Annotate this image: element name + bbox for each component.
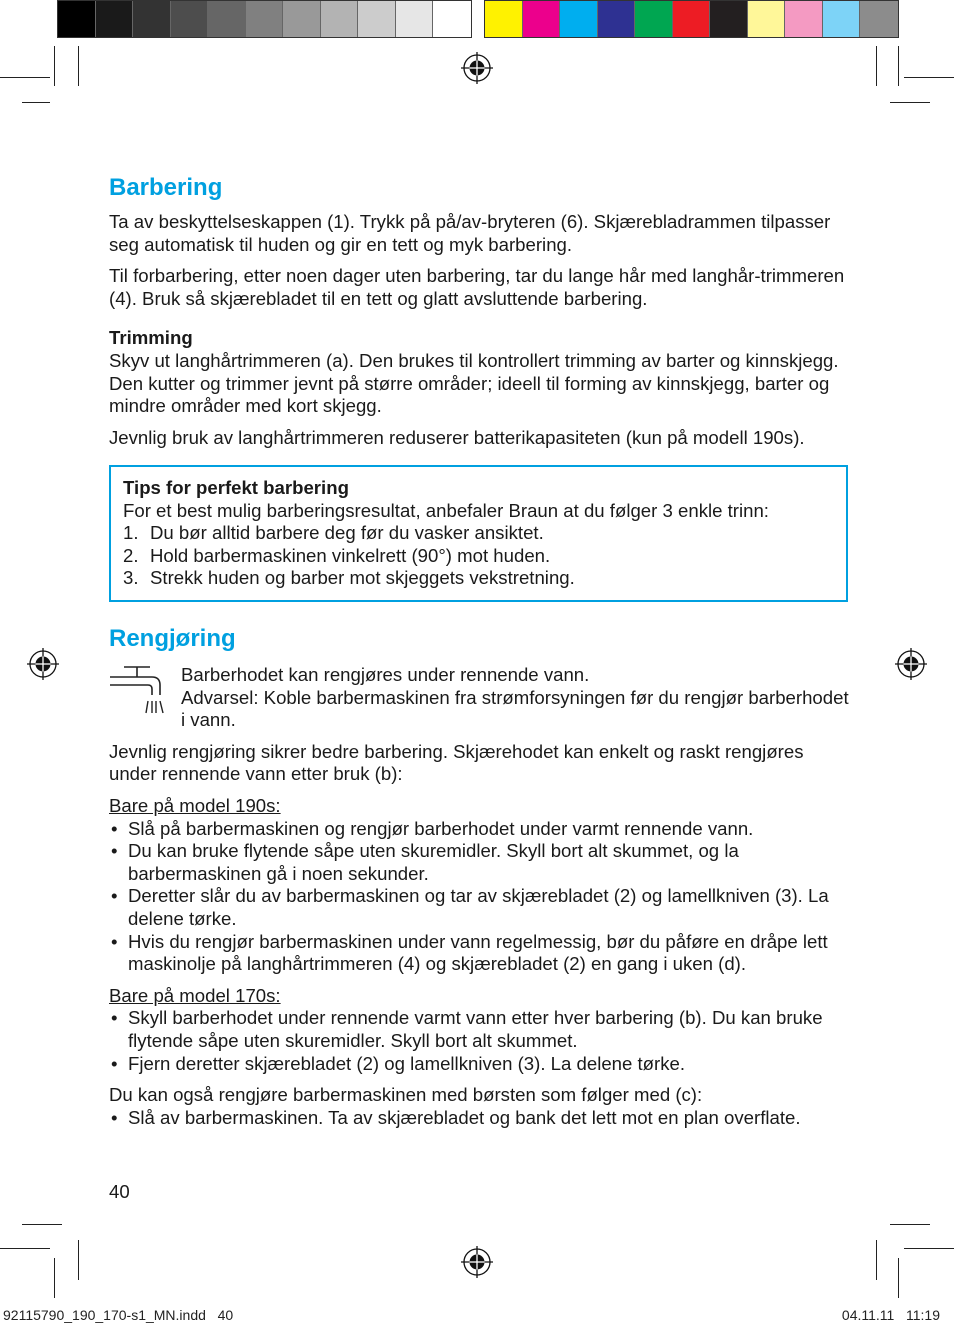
section-heading-rengjoring: Rengjøring — [109, 625, 236, 652]
crop-mark — [22, 1224, 62, 1225]
page-number: 40 — [109, 1181, 130, 1202]
crop-mark — [78, 46, 79, 86]
crop-mark — [0, 77, 50, 78]
tips-intro: For et best mulig barberingsresultat, anbefaler Braun at du følger 3 enkle trinn: — [123, 499, 769, 521]
list-item: • Slå av barbermaskinen. Ta av skjærebladet og bank det lett mot en plan overflate. — [109, 1107, 849, 1130]
color-swatch — [710, 1, 748, 37]
registration-mark-icon — [461, 1246, 493, 1278]
color-swatch — [598, 1, 636, 37]
crop-mark — [904, 77, 954, 78]
registration-mark-icon — [461, 52, 493, 84]
trimming-paragraph: Skyv ut langhårtrimmeren (a). Den brukes til kontrollert trimming av barter og kinnskjegg. Den kutter og trimmer jevnt på større områder; ideell til forming av kinnskjegg, barter og mindre områder med kort skjegg. — [109, 349, 839, 417]
barbering-paragraph-2: Til forbarbering, etter noen dager uten barbering, tar du lange hår med langhår-trimmeren (4). Bruk så skjærebladet til en tett og glatt avsluttende barbering. — [109, 265, 845, 309]
step-number: 1. — [123, 522, 139, 544]
crop-mark — [904, 1248, 954, 1249]
rengjoring-section — [109, 625, 849, 1129]
registration-mark-icon — [27, 648, 59, 680]
crop-mark — [54, 1258, 55, 1298]
tips-steps-list — [123, 522, 834, 590]
list-item — [123, 567, 834, 590]
crop-mark — [890, 1224, 930, 1225]
grayscale-color-bar — [57, 0, 472, 38]
list-item — [123, 545, 834, 568]
step-text: Strekk huden og barber mot skjeggets vekstretning. — [150, 567, 575, 589]
crop-mark — [22, 102, 50, 103]
color-swatch — [823, 1, 861, 37]
water-notice-line-1: Barberhodet kan rengjøres under rennende vann. — [181, 664, 590, 685]
step-text: Hold barbermaskinen vinkelrett (90°) mot huden. — [150, 544, 551, 566]
color-swatch — [96, 1, 134, 37]
footer-filename: 92115790_190_170-s1_MN.indd 40 — [3, 1307, 234, 1323]
barbering-paragraph-1: Ta av beskyttelseskappen (1). Trykk på på/av-bryteren (6). Skjærebladrammen tilpasser seg automatisk til huden og gir en tett og myk barbering. — [109, 211, 831, 255]
crop-mark — [54, 46, 55, 86]
color-swatch — [673, 1, 711, 37]
model-170-list — [109, 1007, 849, 1075]
water-tap-icon — [108, 659, 168, 719]
color-swatch — [748, 1, 786, 37]
trimming-heading: Trimming — [109, 327, 193, 349]
color-swatch — [560, 1, 598, 37]
step-text: Du bør alltid barbere deg før du vasker ansiktet. — [150, 522, 544, 544]
color-swatch — [283, 1, 321, 37]
tips-heading: Tips for perfekt barbering — [123, 477, 349, 498]
water-notice — [109, 664, 849, 732]
model-190-label: Bare på model 190s: — [109, 794, 281, 816]
barbering-paragraph-3: Jevnlig bruk av langhårtrimmeren reduserer batterikapasiteten (kun på modell 190s). — [109, 426, 805, 448]
section-heading-barbering: Barbering — [109, 174, 223, 201]
color-swatch — [635, 1, 673, 37]
crop-mark — [898, 46, 899, 86]
crop-mark — [0, 1248, 50, 1249]
model-170-label: Bare på model 170s: — [109, 984, 281, 1006]
color-swatch — [171, 1, 209, 37]
color-swatch — [860, 1, 898, 37]
color-swatch — [785, 1, 823, 37]
color-swatch — [358, 1, 396, 37]
step-number: 3. — [123, 567, 139, 589]
color-swatch — [321, 1, 359, 37]
list-item: • Hvis du rengjør barbermaskinen under vann regelmessig, bør du påføre en dråpe lett maskinolje på langhårtrimmeren (4) og skjærebladet (2) en gang i uken (d). — [109, 931, 849, 976]
crop-mark — [876, 46, 877, 86]
tips-box — [109, 465, 848, 602]
crop-mark — [890, 102, 930, 103]
color-swatch — [58, 1, 96, 37]
process-color-bar — [484, 0, 899, 38]
crop-mark — [78, 1240, 79, 1280]
brush-list — [109, 1107, 849, 1130]
list-item — [123, 522, 834, 545]
registration-mark-icon — [895, 648, 927, 680]
barbering-section — [109, 174, 849, 449]
color-swatch — [433, 1, 471, 37]
step-number: 2. — [123, 544, 139, 566]
color-swatch — [523, 1, 561, 37]
color-swatch — [133, 1, 171, 37]
list-item: • Du kan bruke flytende såpe uten skuremidler. Skyll bort alt skummet, og la barbermaskinen gå i noen sekunder. — [109, 840, 849, 885]
crop-mark — [876, 1240, 877, 1280]
color-swatch — [246, 1, 284, 37]
list-item: • Deretter slår du av barbermaskinen og tar av skjærebladet (2) og lamellkniven (3). La delene tørke. — [109, 885, 849, 930]
color-swatch — [485, 1, 523, 37]
crop-mark — [898, 1258, 899, 1298]
color-swatch — [208, 1, 246, 37]
water-notice-warning: Advarsel: Koble barbermaskinen fra strømforsyningen før du rengjør barberhodet i vann. — [181, 686, 849, 731]
list-item: • Slå på barbermaskinen og rengjør barberhodet under varmt rennende vann. — [109, 818, 849, 841]
rengjoring-paragraph-1: Jevnlig rengjøring sikrer bedre barbering. Skjærehodet kan enkelt og raskt rengjøres under rennende vann etter bruk (b): — [109, 740, 804, 785]
footer-timestamp: 04.11.11 11:19 — [841, 1307, 940, 1323]
model-190-list — [109, 818, 849, 976]
list-item: • Fjern deretter skjærebladet (2) og lamellkniven (3). La delene tørke. — [109, 1053, 849, 1076]
list-item: • Skyll barberhodet under rennende varmt vann etter hver barbering (b). Du kan bruke flytende såpe uten skuremidler. Skyll bort alt skummet. — [109, 1007, 849, 1052]
brush-intro: Du kan også rengjøre barbermaskinen med børsten som følger med (c): — [109, 1084, 703, 1106]
color-swatch — [396, 1, 434, 37]
